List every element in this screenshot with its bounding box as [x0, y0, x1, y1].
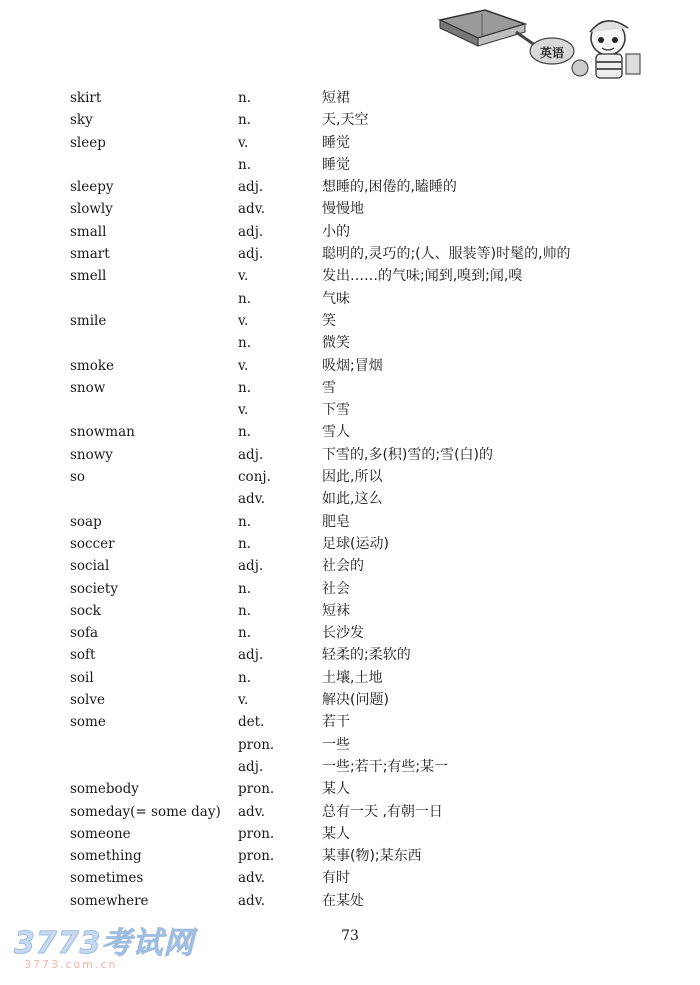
vocab-row [70, 198, 630, 220]
vocab-row [70, 867, 630, 889]
page-number: 73 [341, 928, 359, 944]
definition: 雪 [322, 379, 336, 396]
definition: 气味 [322, 290, 350, 307]
definition: 社会 [322, 580, 350, 597]
vocabulary-list [70, 87, 630, 912]
vocab-row [70, 310, 630, 332]
vocab-row [70, 488, 630, 510]
part-of-speech: det. [238, 714, 265, 731]
definition: 因此,所以 [322, 469, 383, 486]
part-of-speech: adv. [238, 201, 266, 218]
vocab-word: someone [70, 825, 131, 842]
definition: 慢慢地 [322, 201, 364, 218]
vocab-word: snowman [70, 424, 135, 441]
vocab-row [70, 890, 630, 912]
vocab-word: snow [70, 379, 106, 396]
vocab-row [70, 600, 630, 622]
part-of-speech: adj. [238, 246, 264, 263]
vocab-word: so [70, 469, 86, 486]
definition: 解决(问题) [322, 692, 389, 709]
vocab-word: something [70, 848, 142, 865]
part-of-speech: n. [238, 513, 251, 530]
vocab-row [70, 555, 630, 577]
definition: 笑 [322, 312, 336, 329]
part-of-speech: adj. [238, 647, 264, 664]
vocab-row [70, 533, 630, 555]
vocab-row [70, 332, 630, 354]
vocab-row [70, 221, 630, 243]
part-of-speech: pron. [238, 825, 275, 842]
watermark [14, 918, 195, 971]
part-of-speech: n. [238, 424, 251, 441]
part-of-speech: v. [238, 692, 249, 709]
part-of-speech: n. [238, 580, 251, 597]
vocab-row [70, 176, 630, 198]
vocab-word: soil [70, 669, 94, 686]
vocab-row [70, 399, 630, 421]
watermark-logo-text: 3773考试网 [14, 926, 195, 961]
definition: 天,天空 [322, 112, 369, 129]
vocab-row [70, 578, 630, 600]
part-of-speech: adv. [238, 491, 266, 508]
vocab-row [70, 756, 630, 778]
vocab-row [70, 466, 630, 488]
vocab-word: sock [70, 602, 101, 619]
part-of-speech: n. [238, 290, 251, 307]
part-of-speech: adj. [238, 223, 264, 240]
definition: 长沙发 [322, 625, 364, 642]
definition: 足球(运动) [322, 535, 389, 552]
definition: 某人 [322, 781, 350, 798]
part-of-speech: n. [238, 379, 251, 396]
part-of-speech: n. [238, 335, 251, 352]
part-of-speech: pron. [238, 781, 275, 798]
part-of-speech: n. [238, 156, 251, 173]
definition: 小的 [322, 223, 350, 240]
vocab-row [70, 667, 630, 689]
vocab-word: smell [70, 268, 107, 285]
vocab-word: sleep [70, 134, 106, 151]
vocab-word: smile [70, 312, 107, 329]
part-of-speech: n. [238, 625, 251, 642]
part-of-speech: v. [238, 402, 249, 419]
part-of-speech: conj. [238, 469, 271, 486]
definition: 在某处 [322, 892, 364, 909]
vocab-row [70, 154, 630, 176]
part-of-speech: pron. [238, 848, 275, 865]
definition: 总有一天 ,有朝一日 [322, 803, 443, 820]
vocab-word: society [70, 580, 118, 597]
vocab-word: snowy [70, 446, 113, 463]
vocab-row [70, 444, 630, 466]
definition: 某事(物);某东西 [322, 848, 422, 865]
vocab-row [70, 644, 630, 666]
definition: 雪人 [322, 424, 350, 441]
vocab-row [70, 243, 630, 265]
part-of-speech: adj. [238, 758, 264, 775]
vocab-word: small [70, 223, 107, 240]
definition: 一些;若干;有些;某一 [322, 758, 449, 775]
subject-badge-label: 英语 [539, 46, 564, 60]
part-of-speech: n. [238, 669, 251, 686]
definition: 如此,这么 [322, 491, 383, 508]
part-of-speech: n. [238, 535, 251, 552]
vocab-row [70, 377, 630, 399]
vocab-word: skirt [70, 90, 102, 106]
vocab-row [70, 801, 630, 823]
part-of-speech: v. [238, 268, 249, 285]
vocab-row [70, 421, 630, 443]
vocab-word: sleepy [70, 179, 114, 196]
vocab-word: sofa [70, 625, 99, 642]
part-of-speech: adj. [238, 558, 264, 575]
vocab-word: sometimes [70, 870, 144, 887]
vocab-row [70, 845, 630, 867]
definition: 吸烟;冒烟 [322, 357, 383, 374]
vocab-word: smoke [70, 357, 115, 374]
vocab-word: soft [70, 647, 96, 664]
watermark-url: 3773.com.cn [24, 958, 118, 971]
definition: 发出……的气味;闻到,嗅到;闻,嗅 [322, 268, 523, 285]
part-of-speech: v. [238, 312, 249, 329]
part-of-speech: n. [238, 112, 251, 129]
vocab-row [70, 109, 630, 131]
vocab-word: slowly [70, 201, 113, 218]
part-of-speech: adj. [238, 446, 264, 463]
header-illustration [430, 2, 670, 82]
vocab-row [70, 622, 630, 644]
vocab-word: smart [70, 246, 110, 263]
vocab-word: solve [70, 692, 105, 709]
vocab-word: sky [70, 112, 93, 129]
definition: 想睡的,困倦的,瞌睡的 [322, 179, 457, 196]
vocab-word: some [70, 714, 106, 731]
vocab-word: someday(= some day) [70, 803, 221, 820]
definition: 短裙 [322, 90, 350, 106]
definition: 某人 [322, 825, 350, 842]
definition: 土壤,土地 [322, 669, 383, 686]
part-of-speech: pron. [238, 736, 275, 753]
vocab-row [70, 132, 630, 154]
vocab-row [70, 689, 630, 711]
definition: 短袜 [322, 602, 350, 619]
part-of-speech: adv. [238, 870, 266, 887]
definition: 聪明的,灵巧的;(人、服装等)时髦的,帅的 [322, 246, 571, 263]
definition: 轻柔的;柔软的 [322, 647, 411, 664]
part-of-speech: adv. [238, 803, 266, 820]
definition: 下雪的,多(积)雪的;雪(白)的 [322, 446, 494, 463]
vocab-row [70, 288, 630, 310]
definition: 社会的 [322, 558, 364, 575]
definition: 若干 [322, 714, 350, 731]
open-book-icon [440, 10, 542, 50]
vocab-word: social [70, 558, 110, 575]
part-of-speech: adv. [238, 892, 266, 909]
part-of-speech: v. [238, 357, 249, 374]
definition: 下雪 [322, 402, 350, 419]
part-of-speech: adj. [238, 179, 264, 196]
vocab-row [70, 511, 630, 533]
definition: 睡觉 [322, 156, 350, 173]
part-of-speech: v. [238, 134, 249, 151]
cartoon-boy-icon [572, 21, 640, 78]
vocab-row [70, 823, 630, 845]
vocab-word: somewhere [70, 892, 149, 909]
vocab-word: soap [70, 513, 102, 530]
vocab-word: soccer [70, 535, 115, 552]
definition: 有时 [322, 870, 350, 887]
vocab-row [70, 711, 630, 733]
part-of-speech: n. [238, 602, 251, 619]
definition: 微笑 [322, 335, 350, 352]
part-of-speech: n. [238, 90, 251, 106]
vocab-row [70, 87, 630, 109]
vocab-word: somebody [70, 781, 139, 798]
definition: 睡觉 [322, 134, 350, 151]
definition: 肥皂 [322, 513, 350, 530]
definition: 一些 [322, 736, 350, 753]
vocab-row [70, 734, 630, 756]
vocab-row [70, 265, 630, 287]
vocab-row [70, 355, 630, 377]
vocab-row [70, 778, 630, 800]
